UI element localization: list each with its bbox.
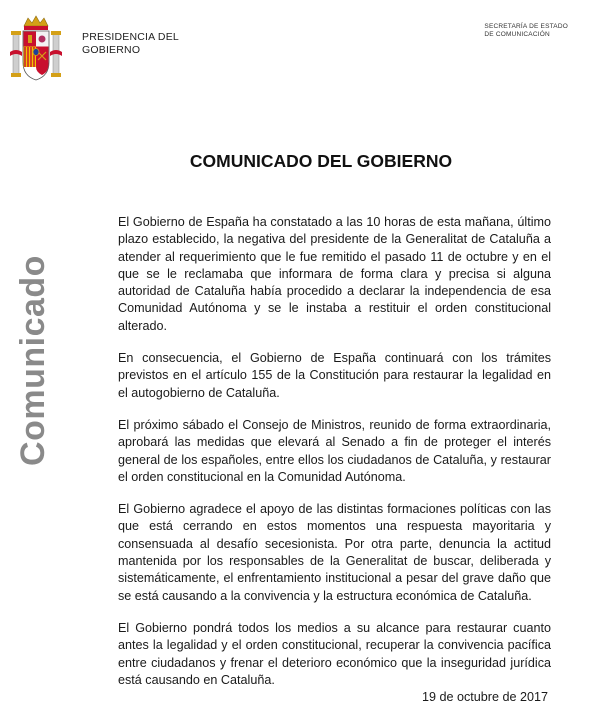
spain-coat-of-arms-icon: [10, 12, 62, 84]
press-release-body: [118, 214, 551, 704]
institution-line-2: GOBIERNO: [82, 44, 141, 56]
institution-line-1: PRESIDENCIA DEL: [82, 31, 179, 43]
institution-name: [82, 31, 179, 57]
paragraph: En consecuencia, el Gobierno de España continuará con los trámites previstos en el artículo 155 de la Constitución para restaurar la legalidad en el autogobierno de Cataluña.: [118, 351, 551, 400]
secretaria-name: [484, 23, 568, 39]
paragraph: El Gobierno de España ha constatado a las 10 horas de esta mañana, último plazo establecido, la negativa del presidente de la Generalitat de Cataluña a atender al requerimiento que le fue remitido el pasado 11 de octubre y en el que se le reclamaba que informara de forma clara y precisa si alguna autoridad de Cataluña había procedido a declarar la independencia de esa Comunidad Autónoma y se le instaba a restituir el orden constitucional alterado.: [118, 215, 551, 333]
page-title: COMUNICADO DEL GOBIERNO: [189, 151, 453, 171]
paragraph: El Gobierno pondrá todos los medios a su alcance para restaurar cuanto antes la legalidad y el orden constitucional, recuperar la convivencia pacífica entre ciudadanos y frenar el deterioro económico que la inseguridad jurídica está causando en Cataluña.: [118, 620, 551, 687]
paragraph: El Gobierno agradece el apoyo de las distintas formaciones políticas con las que está cerrando en estos momentos una respuesta mayoritaria y consensuada al desafío secesionista. Por otra parte, denuncia la actitud mantenida por los responsables de la Generalitat de buscar, deliberada y sistemáticamente, el enfrentamiento institucional a pesar del grave daño que se está causando a la convivencia y la estructura económica de Cataluña.: [118, 502, 551, 603]
secretaria-line-2: DE COMUNICACIÓN: [484, 31, 550, 38]
secretaria-line-1: SECRETARÍA DE ESTADO: [484, 23, 568, 30]
side-label-text: Comunicado: [13, 254, 52, 466]
paragraph: El próximo sábado el Consejo de Ministros, reunido de forma extraordinaria, aprobará las medidas que elevará al Senado a fin de proteger el interés general de los españoles, entre ellos los ciudadanos de Cataluña, y restaurar el orden constitucional en la Comunidad Autónoma.: [118, 417, 551, 484]
side-label: [8, 225, 58, 495]
release-date: 19 de octubre de 2017: [421, 690, 548, 704]
